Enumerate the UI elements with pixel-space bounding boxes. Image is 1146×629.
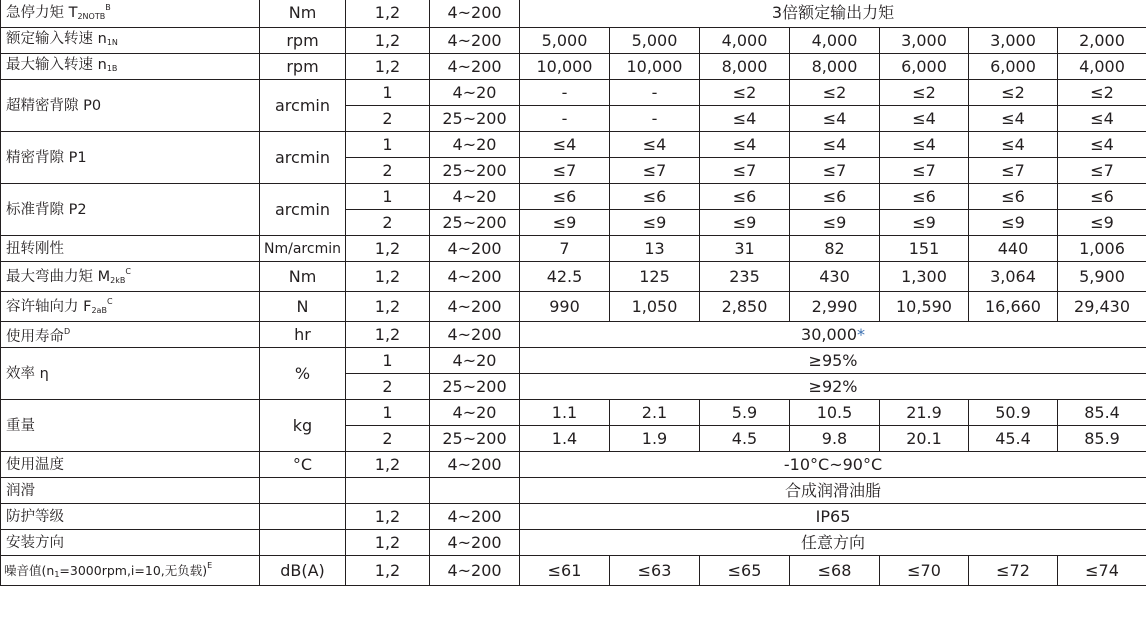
merged-value-cell [520, 504, 1146, 530]
row-label [1, 400, 260, 452]
label-superscript: B [105, 3, 111, 12]
ratio-cell: 4~200 [430, 0, 520, 28]
ratio-cell: 4~200 [430, 28, 520, 54]
value-cell: 1,050 [610, 292, 700, 322]
merged-value: 合成润滑油脂 [785, 480, 882, 500]
table-row [1, 54, 1146, 80]
grade-cell: 1,2 [346, 54, 430, 80]
ratio-cell [430, 478, 520, 504]
table-row [1, 478, 1146, 504]
value-cell: 21.9 [880, 400, 969, 426]
unit-cell: N [260, 292, 346, 322]
value-cell: 4.5 [700, 426, 790, 452]
table-row [1, 504, 1146, 530]
asterisk-mark: * [857, 324, 865, 344]
label-superscript: C [125, 267, 131, 276]
grade-cell: 1,2 [346, 262, 430, 292]
table-row [1, 236, 1146, 262]
unit-cell [260, 530, 346, 556]
value-cell: ≤9 [1058, 210, 1146, 236]
value-cell: 151 [880, 236, 969, 262]
grade-cell: 1,2 [346, 322, 430, 348]
value-cell: ≤6 [610, 184, 700, 210]
label-text: 扭转刚性 [6, 240, 64, 257]
value-cell: 235 [700, 262, 790, 292]
merged-value-cell: ≥95% [520, 348, 1146, 374]
value-cell: ≤4 [880, 132, 969, 158]
stage-cell: 2 [346, 158, 430, 184]
value-cell: 8,000 [790, 54, 880, 80]
row-label [1, 54, 260, 80]
value-cell: 85.4 [1058, 400, 1146, 426]
ratio-cell: 4~200 [430, 54, 520, 80]
value-cell: ≤4 [700, 132, 790, 158]
value-cell: 29,430 [1058, 292, 1146, 322]
value-cell: 4,000 [1058, 54, 1146, 80]
value-cell: ≤9 [610, 210, 700, 236]
unit-cell: % [260, 348, 346, 400]
label-text: 最大输入转速 n [6, 56, 107, 73]
value-cell: ≤7 [1058, 158, 1146, 184]
stage-cell: 1 [346, 132, 430, 158]
value-cell: 1,006 [1058, 236, 1146, 262]
value-cell: 13 [610, 236, 700, 262]
unit-cell: arcmin [260, 184, 346, 236]
label-text: 精密背隙 P1 [6, 149, 87, 166]
merged-value-cell [520, 452, 1146, 478]
value-cell: - [610, 106, 700, 132]
value-cell: 10,000 [520, 54, 610, 80]
unit-cell: dB(A) [260, 556, 346, 586]
value-cell: 3,000 [969, 28, 1058, 54]
value-cell: ≤4 [880, 106, 969, 132]
merged-value: IP65 [815, 506, 851, 526]
value-cell: 2,990 [790, 292, 880, 322]
value-cell: 82 [790, 236, 880, 262]
stage-cell: 1 [346, 80, 430, 106]
ratio-cell: 4~20 [430, 184, 520, 210]
value-cell: ≤65 [700, 556, 790, 586]
table-row [1, 184, 1146, 210]
row-label [1, 452, 260, 478]
spec-table-body [1, 0, 1146, 586]
merged-value: 30,000 [801, 324, 857, 344]
ratio-cell: 4~200 [430, 236, 520, 262]
merged-value: -10°C~90°C [783, 454, 883, 474]
unit-cell: Nm [260, 262, 346, 292]
value-cell: 10.5 [790, 400, 880, 426]
stage-cell: 2 [346, 374, 430, 400]
value-cell: ≤7 [610, 158, 700, 184]
ratio-cell: 4~200 [430, 292, 520, 322]
label-text: 防护等级 [6, 508, 64, 525]
value-cell: ≤4 [1058, 106, 1146, 132]
merged-value-cell: ≥92% [520, 374, 1146, 400]
table-row [1, 348, 1146, 374]
ratio-cell: 25~200 [430, 210, 520, 236]
label-text: 超精密背隙 P0 [6, 97, 102, 114]
value-cell: 20.1 [880, 426, 969, 452]
value-cell: 1.4 [520, 426, 610, 452]
row-label [1, 262, 260, 292]
label-text: 使用寿命 [6, 329, 64, 345]
value-cell: ≤2 [700, 80, 790, 106]
label-superscript: C [106, 297, 113, 306]
label-text: 急停力矩 T [6, 5, 78, 21]
ratio-cell: 4~200 [430, 262, 520, 292]
label-text: 标准背隙 P2 [6, 201, 87, 218]
row-label [1, 556, 260, 586]
merged-value: 任意方向 [801, 532, 866, 552]
stage-cell: 2 [346, 210, 430, 236]
value-cell: ≤4 [790, 132, 880, 158]
value-cell: 16,660 [969, 292, 1058, 322]
table-row [1, 132, 1146, 158]
label-superscript: E [207, 561, 213, 570]
value-cell: ≤9 [969, 210, 1058, 236]
value-cell: ≤2 [880, 80, 969, 106]
row-label [1, 28, 260, 54]
value-cell: - [520, 106, 610, 132]
value-cell: ≤74 [1058, 556, 1146, 586]
ratio-cell: 25~200 [430, 426, 520, 452]
label-text: 重量 [6, 417, 35, 434]
value-cell: ≤6 [1058, 184, 1146, 210]
value-cell: ≤4 [1058, 132, 1146, 158]
value-cell: 85.9 [1058, 426, 1146, 452]
merged-value-cell [520, 0, 1146, 28]
stage-cell: 1 [346, 184, 430, 210]
label-text: 使用温度 [6, 456, 64, 473]
ratio-cell: 4~200 [430, 530, 520, 556]
grade-cell [346, 478, 430, 504]
row-label [1, 0, 260, 28]
value-cell: 3,064 [969, 262, 1058, 292]
value-cell: 5,000 [520, 28, 610, 54]
row-label [1, 236, 260, 262]
value-cell: 45.4 [969, 426, 1058, 452]
unit-cell: Nm [260, 0, 346, 28]
value-cell: ≤68 [790, 556, 880, 586]
value-cell: ≤9 [700, 210, 790, 236]
value-cell: 10,000 [610, 54, 700, 80]
value-cell: ≤7 [700, 158, 790, 184]
value-cell: ≤4 [790, 106, 880, 132]
stage-cell: 1 [346, 348, 430, 374]
ratio-cell: 25~200 [430, 374, 520, 400]
label-subscript: 2NOTB [77, 12, 106, 21]
ratio-cell: 4~20 [430, 80, 520, 106]
unit-cell: arcmin [260, 132, 346, 184]
value-cell: 1.9 [610, 426, 700, 452]
row-label [1, 80, 260, 132]
value-cell: 2,000 [1058, 28, 1146, 54]
value-cell: ≤9 [880, 210, 969, 236]
label-subscript: 2aB [91, 306, 107, 315]
row-label [1, 292, 260, 322]
value-cell: ≤9 [520, 210, 610, 236]
unit-cell [260, 504, 346, 530]
unit-cell: rpm [260, 28, 346, 54]
value-cell: ≤72 [969, 556, 1058, 586]
label-subscript: 1B [106, 63, 118, 73]
merged-value-cell [520, 478, 1146, 504]
value-cell: ≤9 [790, 210, 880, 236]
unit-cell: °C [260, 452, 346, 478]
grade-cell: 1,2 [346, 530, 430, 556]
value-cell: ≤70 [880, 556, 969, 586]
value-cell: 440 [969, 236, 1058, 262]
row-label [1, 348, 260, 400]
label-subscript: 2kB [110, 276, 126, 285]
value-cell: 4,000 [700, 28, 790, 54]
value-cell: ≤4 [700, 106, 790, 132]
table-row [1, 28, 1146, 54]
unit-cell: Nm/arcmin [260, 236, 346, 262]
label-text: 容许轴向力 F [6, 299, 92, 315]
value-cell: 10,590 [880, 292, 969, 322]
label-text: 安装方向 [6, 534, 64, 551]
merged-value-cell [520, 322, 1146, 348]
value-cell: 5,000 [610, 28, 700, 54]
ratio-cell: 4~200 [430, 556, 520, 586]
value-cell: ≤2 [1058, 80, 1146, 106]
merged-value: 3倍额定输出力矩 [771, 2, 895, 22]
value-cell: ≤4 [520, 132, 610, 158]
unit-cell: kg [260, 400, 346, 452]
label-text-tail: =3000rpm,i=10,无负载) [59, 563, 208, 578]
row-label [1, 478, 260, 504]
ratio-cell: 4~200 [430, 504, 520, 530]
value-cell: ≤6 [520, 184, 610, 210]
value-cell: 4,000 [790, 28, 880, 54]
value-cell: ≤6 [880, 184, 969, 210]
ratio-cell: 4~200 [430, 322, 520, 348]
table-row [1, 452, 1146, 478]
unit-cell: rpm [260, 54, 346, 80]
table-row [1, 530, 1146, 556]
label-text: 噪音值(n [4, 563, 55, 578]
row-label [1, 322, 260, 348]
value-cell: ≤4 [969, 132, 1058, 158]
grade-cell: 1,2 [346, 236, 430, 262]
value-cell: ≤63 [610, 556, 700, 586]
value-cell: 1.1 [520, 400, 610, 426]
grade-cell: 1,2 [346, 292, 430, 322]
row-label [1, 530, 260, 556]
value-cell: 50.9 [969, 400, 1058, 426]
value-cell: 5.9 [700, 400, 790, 426]
value-cell: ≤6 [969, 184, 1058, 210]
table-row [1, 292, 1146, 322]
value-cell: 8,000 [700, 54, 790, 80]
table-row [1, 0, 1146, 28]
value-cell: 31 [700, 236, 790, 262]
value-cell: ≤2 [969, 80, 1058, 106]
label-subscript: 1N [106, 37, 118, 47]
label-subscript: 1 [54, 570, 60, 579]
value-cell: - [520, 80, 610, 106]
value-cell: ≤4 [610, 132, 700, 158]
stage-cell: 2 [346, 426, 430, 452]
value-cell: 1,300 [880, 262, 969, 292]
unit-cell: hr [260, 322, 346, 348]
value-cell: ≤7 [790, 158, 880, 184]
table-row [1, 322, 1146, 348]
table-row [1, 400, 1146, 426]
label-text: 效率 η [6, 365, 49, 382]
table-row [1, 556, 1146, 586]
value-cell: 3,000 [880, 28, 969, 54]
ratio-cell: 4~20 [430, 132, 520, 158]
unit-cell [260, 478, 346, 504]
table-row [1, 80, 1146, 106]
row-label [1, 504, 260, 530]
value-cell: ≤6 [700, 184, 790, 210]
grade-cell: 1,2 [346, 452, 430, 478]
value-cell: 990 [520, 292, 610, 322]
ratio-cell: 4~20 [430, 348, 520, 374]
value-cell: 2,850 [700, 292, 790, 322]
ratio-cell: 4~20 [430, 400, 520, 426]
label-text: 最大弯曲力矩 M [6, 269, 111, 285]
value-cell: 5,900 [1058, 262, 1146, 292]
value-cell: 42.5 [520, 262, 610, 292]
value-cell: ≤7 [880, 158, 969, 184]
value-cell: ≤6 [790, 184, 880, 210]
grade-cell: 1,2 [346, 0, 430, 28]
value-cell: ≤7 [520, 158, 610, 184]
stage-cell: 2 [346, 106, 430, 132]
value-cell: 7 [520, 236, 610, 262]
value-cell: ≤7 [969, 158, 1058, 184]
value-cell: - [610, 80, 700, 106]
value-cell: ≤2 [790, 80, 880, 106]
ratio-cell: 25~200 [430, 158, 520, 184]
value-cell: 6,000 [969, 54, 1058, 80]
value-cell: 125 [610, 262, 700, 292]
row-label [1, 184, 260, 236]
grade-cell: 1,2 [346, 556, 430, 586]
row-label [1, 132, 260, 184]
unit-cell: arcmin [260, 80, 346, 132]
value-cell: 2.1 [610, 400, 700, 426]
grade-cell: 1,2 [346, 28, 430, 54]
value-cell: ≤61 [520, 556, 610, 586]
stage-cell: 1 [346, 400, 430, 426]
label-text: 润滑 [6, 482, 35, 499]
value-cell: 6,000 [880, 54, 969, 80]
value-cell: 430 [790, 262, 880, 292]
ratio-cell: 25~200 [430, 106, 520, 132]
grade-cell: 1,2 [346, 504, 430, 530]
ratio-cell: 4~200 [430, 452, 520, 478]
label-text: 额定输入转速 n [6, 30, 107, 47]
value-cell: 9.8 [790, 426, 880, 452]
label-superscript: D [64, 327, 71, 336]
table-row [1, 262, 1146, 292]
value-cell: ≤4 [969, 106, 1058, 132]
merged-value-cell [520, 530, 1146, 556]
